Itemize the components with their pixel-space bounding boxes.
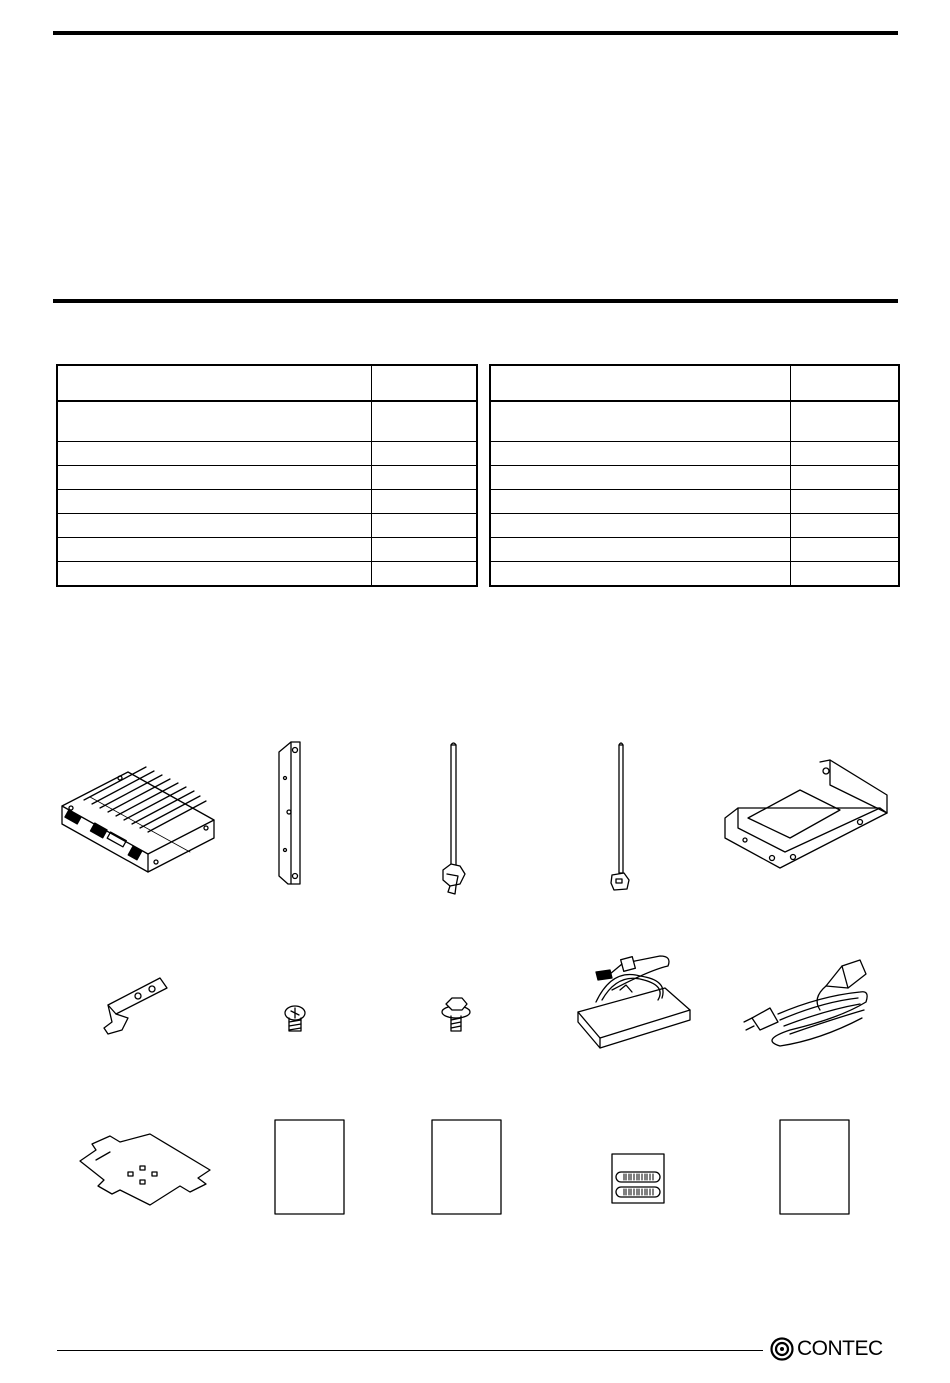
document-sheet-icon (275, 1120, 344, 1214)
cable-tie-icon (611, 743, 629, 890)
cable-clamp-icon (104, 978, 167, 1034)
power-cord-icon (744, 960, 867, 1046)
ac-adapter-icon (578, 956, 690, 1048)
hex-washer-screw-icon (442, 998, 470, 1031)
brand-logo (770, 1336, 883, 1362)
contec-logo-icon (770, 1337, 794, 1361)
footer-rule (57, 1350, 763, 1351)
mounting-plate-icon (725, 760, 887, 868)
document-sheet-icon (432, 1120, 501, 1214)
brand-name: CONTEC (797, 1337, 883, 1360)
document-sheet-icon (780, 1120, 849, 1214)
mounting-bracket-icon (279, 742, 300, 884)
pan-head-screw-icon (285, 1006, 305, 1031)
serial-label-icon (612, 1154, 664, 1203)
cable-tie-with-mount-icon (443, 743, 465, 894)
computer-unit-icon (62, 767, 214, 872)
vesa-plate-icon (80, 1134, 210, 1205)
